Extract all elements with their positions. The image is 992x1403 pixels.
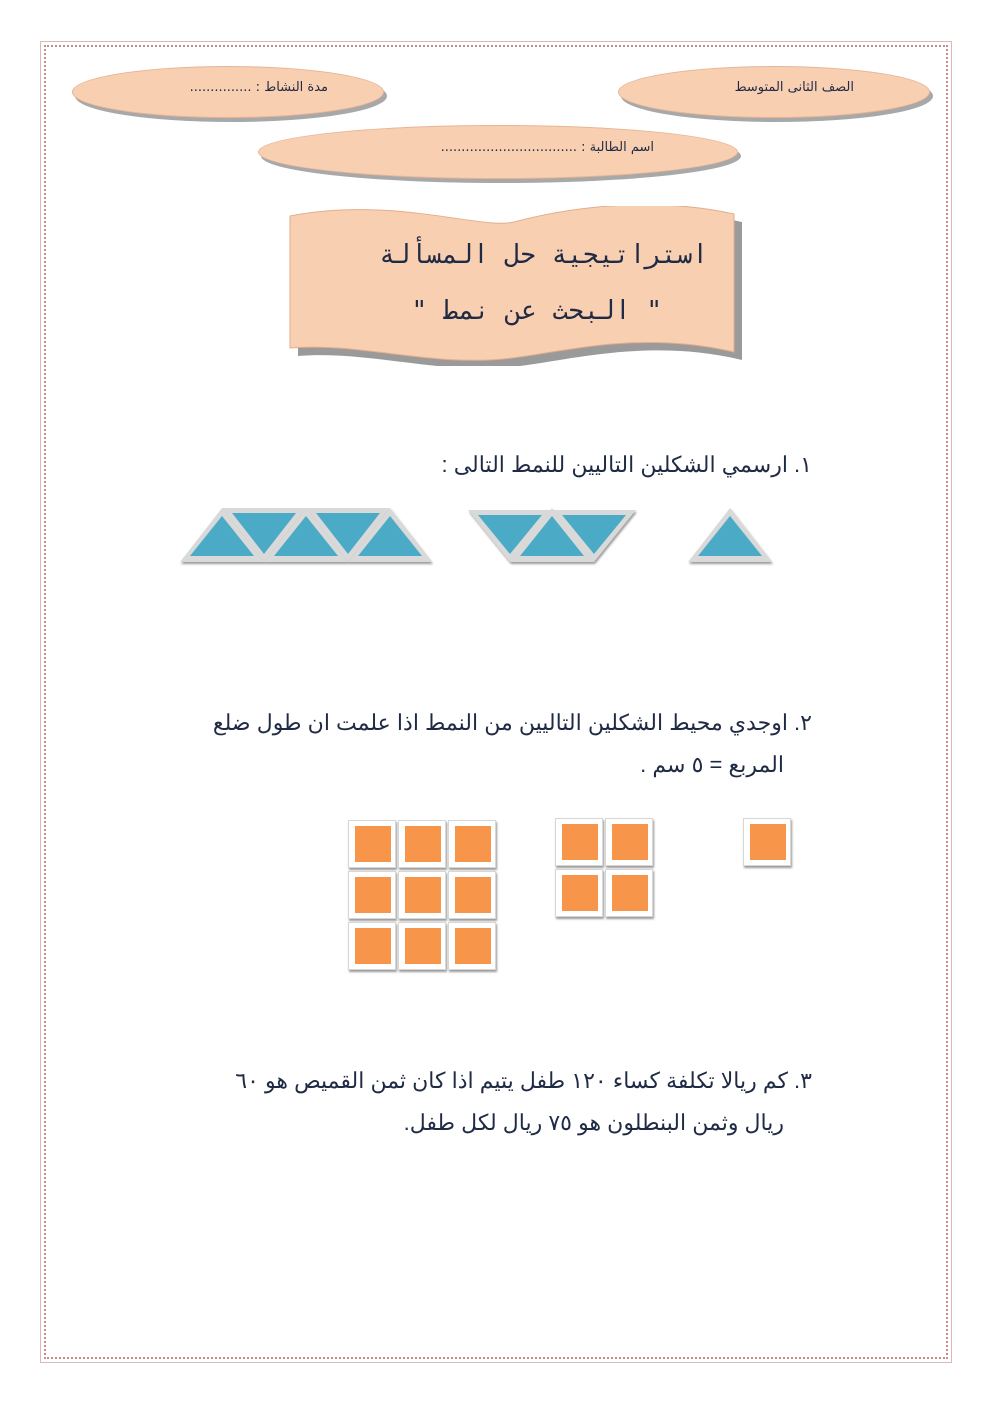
question-2-line2: المربع = ٥ سم .: [640, 752, 784, 777]
student-name-field[interactable]: اسم الطالبة : .................................: [440, 140, 654, 155]
square-tile: [348, 820, 396, 868]
question-1: ١. ارسمي الشكلين التاليين للنمط التالى :: [441, 452, 812, 477]
question-3-line1: ٣. كم ريالا تكلفة كساء ١٢٠ طفل يتيم اذا كان ثمن القميص هو ٦٠: [235, 1068, 812, 1093]
square-tile: [605, 818, 653, 866]
square-tile: [448, 922, 496, 970]
square-tile: [448, 871, 496, 919]
title-banner: [286, 206, 742, 366]
grade-label: الصف الثانى المتوسط: [734, 80, 854, 95]
square-tile: [398, 922, 446, 970]
duration-field[interactable]: مدة النشاط : ...............: [189, 80, 328, 95]
square-tile: [448, 820, 496, 868]
square-tile: [555, 818, 603, 866]
square-tile: [398, 820, 446, 868]
square-tile: [605, 869, 653, 917]
question-3-line2: ريال وثمن البنطلون هو ٧٥ ريال لكل طفل.: [403, 1110, 784, 1135]
triangle-term-3: [180, 508, 432, 562]
question-2-line1: ٢. اوجدي محيط الشكلين التاليين من النمط اذا علمت ان طول ضلع: [212, 710, 812, 735]
banner-title-line1: استراتيجية حل المسألة: [379, 240, 708, 270]
square-tile: [348, 871, 396, 919]
triangle-pattern: [176, 500, 776, 572]
square-tile: [555, 869, 603, 917]
triangle-term-1: [688, 508, 772, 562]
banner-title-line2: " البحث عن نمط ": [411, 296, 662, 326]
triangle-term-2: [468, 508, 636, 562]
square-tile: [348, 922, 396, 970]
square-tile: [743, 818, 791, 866]
square-tile: [398, 871, 446, 919]
